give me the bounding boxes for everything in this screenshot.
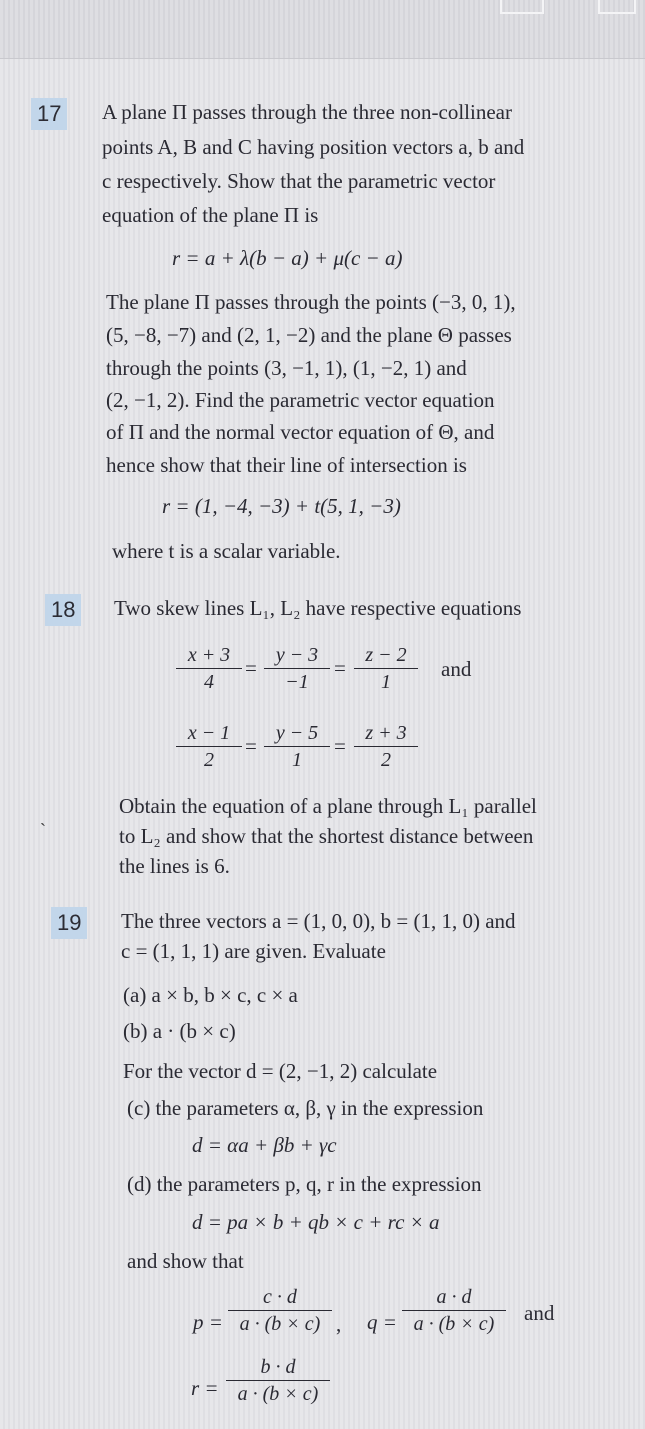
q17-text-line: (5, −8, −7) and (2, 1, −2) and the plane Θ passes [106,323,512,347]
q19-r-fraction [226,1354,330,1407]
q17-text-line: through the points (3, −1, 1), (1, −2, 1) and [106,356,467,380]
q18-body-line: Obtain the equation of a plane through L₁ parallel [119,794,537,818]
q17-text-line: c respectively. Show that the parametric vector [102,169,496,193]
comma: , [336,1312,342,1336]
q19-p-fraction [228,1284,332,1337]
q18-l2-fraction-y [264,720,330,773]
q17-text-line: hence show that their line of intersection is [106,453,467,477]
denominator: a · (b × c) [237,1383,319,1405]
denominator: 1 [292,749,302,771]
q19-text-line: The three vectors a = (1, 0, 0), b = (1, 1, 0) and [121,909,516,933]
q17-closing-text: where t is a scalar variable. [112,539,341,563]
denominator: a · (b × c) [239,1313,321,1335]
page-edge-mark [500,0,544,14]
denominator: 2 [204,749,214,771]
q19-r-lhs: r = [191,1376,219,1400]
q17-text-line: of Π and the normal vector equation of Θ, and [106,420,495,444]
q17-text-line: The plane Π passes through the points (−3, 0, 1), [106,290,516,314]
q17-text-line: (2, −1, 2). Find the parametric vector equation [106,388,495,412]
q17-equation-plane: r = a + λ(b − a) + μ(c − a) [172,246,403,270]
q19-equation-d: d = pa × b + qb × c + rc × a [192,1210,440,1234]
q17-equation-intersection: r = (1, −4, −3) + t(5, 1, −3) [162,494,401,518]
denominator: a · (b × c) [413,1313,495,1335]
denominator: −1 [285,671,309,693]
numerator: x + 3 [176,642,242,669]
q19-p-lhs: p = [193,1310,223,1334]
q17-text-line: A plane Π passes through the three non-collinear [102,100,512,124]
numerator: x − 1 [176,720,242,747]
q18-and-text: and [441,657,472,681]
q19-text-line: c = (1, 1, 1) are given. Evaluate [121,939,386,963]
q19-vector-d: For the vector d = (2, −1, 2) calculate [123,1059,438,1083]
question-number-17: 17 [31,98,67,130]
pen-mark: ˏ [40,806,46,826]
q18-l2-fraction-z [354,720,418,773]
page-edge-mark [598,0,636,14]
q19-q-lhs: q = [367,1310,397,1334]
q19-equation-c: d = αa + βb + γc [192,1133,337,1157]
denominator: 1 [381,671,391,693]
q19-part-c: (c) the parameters α, β, γ in the expression [127,1096,484,1120]
q19-show-text: and show that [127,1249,244,1273]
q17-text-line: points A, B and C having position vectors a, b and [102,135,525,159]
previous-page-strip [0,0,645,59]
q19-part-b: (b) a · (b × c) [123,1019,236,1043]
q18-l1-fraction-x [176,642,242,695]
numerator: y − 5 [264,720,330,747]
equals-sign: = [334,734,346,758]
question-number-19: 19 [51,907,87,939]
equals-sign: = [245,656,257,680]
q18-body-line: the lines is 6. [119,854,230,878]
q18-l2-fraction-x [176,720,242,773]
numerator: c · d [228,1284,332,1311]
denominator: 2 [381,749,391,771]
question-number-18: 18 [45,594,81,626]
q19-q-fraction [402,1284,506,1337]
q18-l1-fraction-y [264,642,330,695]
equals-sign: = [245,734,257,758]
numerator: z − 2 [354,642,418,669]
numerator: z + 3 [354,720,418,747]
numerator: b · d [226,1354,330,1381]
q19-part-a: (a) a × b, b × c, c × a [123,983,298,1007]
q18-body-line: to L₂ and show that the shortest distance between [119,824,534,848]
denominator: 4 [204,671,214,693]
equals-sign: = [334,656,346,680]
q17-text-line: equation of the plane Π is [102,203,319,227]
q18-l1-fraction-z [354,642,418,695]
q19-and-text: and [524,1301,555,1325]
numerator: a · d [402,1284,506,1311]
numerator: y − 3 [264,642,330,669]
q18-intro: Two skew lines L₁, L₂ have respective equations [114,596,522,620]
q19-part-d: (d) the parameters p, q, r in the expression [127,1172,482,1196]
